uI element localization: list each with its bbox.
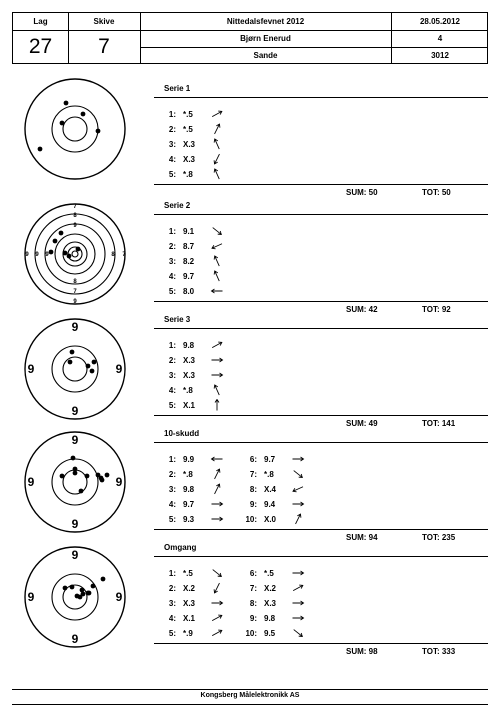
shot-value: X.1 <box>183 401 196 410</box>
target-ring-label: 9 <box>115 475 123 489</box>
arrow-icon <box>210 498 224 510</box>
arrow-icon <box>210 468 224 480</box>
target-diagram <box>20 427 130 537</box>
shot-number: 1: <box>168 569 176 578</box>
target-ring <box>45 224 105 284</box>
shot-number: 1: <box>168 341 176 350</box>
shot-number: 5: <box>168 170 176 179</box>
shot-number: 9: <box>249 500 257 509</box>
header-table <box>12 12 488 64</box>
target-diagram <box>20 199 130 309</box>
arrow-icon <box>291 453 305 465</box>
shot-hole <box>60 474 65 479</box>
series-title-rule <box>154 97 488 98</box>
series-sum-rule <box>154 643 488 644</box>
target-ring-label: 7 <box>122 252 126 258</box>
arrow-icon <box>291 597 305 609</box>
shot-value: *.5 <box>183 569 193 578</box>
shot-value: *.5 <box>183 125 193 134</box>
shot-number: 9: <box>249 614 257 623</box>
shot-hole <box>79 489 84 494</box>
shot-value: *.8 <box>183 170 193 179</box>
target-ring-label: 9 <box>71 517 79 531</box>
shot-value: 9.8 <box>183 485 195 494</box>
shot-number: 2: <box>168 242 176 251</box>
shot-number: 10: <box>245 629 257 638</box>
target-ring-label: 9 <box>71 548 79 562</box>
shooter-id: 3012 <box>431 51 449 60</box>
shot-value: X.3 <box>183 140 196 149</box>
shot-value: X.3 <box>183 599 196 608</box>
series-title-rule <box>154 214 488 215</box>
shot-value: X.1 <box>183 614 196 623</box>
series-total: TOT: 50 <box>422 188 451 197</box>
shot-number: 5: <box>168 629 176 638</box>
arrow-icon <box>210 285 224 297</box>
series-title: Serie 1 <box>164 84 191 93</box>
target-ring-label: 9 <box>115 590 123 604</box>
shot-number: 2: <box>168 584 176 593</box>
shot-value: 9.9 <box>183 455 195 464</box>
arrow-icon <box>210 339 224 351</box>
shot-number: 4: <box>168 272 176 281</box>
target-ring <box>63 357 87 381</box>
arrow-icon <box>210 153 224 165</box>
arrow-icon <box>291 498 305 510</box>
target-ring-label: 9 <box>115 362 123 376</box>
shot-number: 4: <box>168 500 176 509</box>
shot-number: 3: <box>168 257 176 266</box>
shot-hole <box>59 231 64 236</box>
shot-number: 5: <box>168 287 176 296</box>
series-sum-rule <box>154 184 488 185</box>
shot-hole <box>80 588 85 593</box>
arrow-icon <box>210 567 224 579</box>
series-sum-rule <box>154 415 488 416</box>
arrow-icon <box>291 612 305 624</box>
target-ring <box>55 234 95 274</box>
shot-hole <box>86 364 91 369</box>
shot-number: 7: <box>249 584 257 593</box>
shot-number: 2: <box>168 470 176 479</box>
target-ring-label: 8 <box>73 213 77 219</box>
arrow-icon <box>210 483 224 495</box>
shot-number: 5: <box>168 401 176 410</box>
series-sum: SUM: 50 <box>346 188 378 197</box>
shot-value: X.2 <box>183 584 196 593</box>
shot-hole <box>87 591 92 596</box>
shot-value: 9.8 <box>183 341 195 350</box>
arrow-icon <box>210 108 224 120</box>
arrow-icon <box>210 627 224 639</box>
shot-number: 3: <box>168 371 176 380</box>
arrow-icon <box>210 369 224 381</box>
shot-value: 9.3 <box>183 515 195 524</box>
target-ring-label: 9 <box>35 252 39 258</box>
series-sum: SUM: 49 <box>346 419 378 428</box>
shot-number: 4: <box>168 155 176 164</box>
shot-value: *.5 <box>264 569 274 578</box>
shot-value: *.9 <box>183 629 193 638</box>
shot-hole <box>70 350 75 355</box>
shot-value: *.8 <box>183 386 193 395</box>
target-ring-label: 9 <box>71 320 79 334</box>
shot-number: 3: <box>168 599 176 608</box>
shot-hole <box>49 250 54 255</box>
arrow-icon <box>291 627 305 639</box>
shot-hole <box>38 147 43 152</box>
shot-number: 7: <box>249 470 257 479</box>
series-title: Omgang <box>164 543 197 552</box>
arrow-icon <box>210 597 224 609</box>
target-ring-label: 9 <box>27 362 35 376</box>
footer-rule-bottom <box>12 704 488 705</box>
shot-value: 9.8 <box>264 614 276 623</box>
lag-label: Lag <box>33 17 48 26</box>
arrow-icon <box>210 123 224 135</box>
target-ring-label: 8 <box>111 252 115 258</box>
event-name: Nittedalsfevnet 2012 <box>226 17 305 26</box>
shot-value: X.3 <box>264 599 277 608</box>
shot-value: *.8 <box>183 470 193 479</box>
shot-value: 9.7 <box>264 455 276 464</box>
arrow-icon <box>291 513 305 525</box>
shot-number: 3: <box>168 485 176 494</box>
series-sum: SUM: 94 <box>346 533 378 542</box>
shot-number: 4: <box>168 386 176 395</box>
shot-hole <box>70 585 75 590</box>
target-ring <box>52 459 98 505</box>
shot-hole <box>75 594 80 599</box>
shot-hole <box>101 577 106 582</box>
target-ring-label: 9 <box>73 223 77 229</box>
shot-number: 6: <box>249 569 257 578</box>
shot-value: 8.2 <box>183 257 195 266</box>
arrow-icon <box>210 354 224 366</box>
shot-value: X.2 <box>264 584 277 593</box>
shot-hole <box>90 369 95 374</box>
shot-hole <box>71 456 76 461</box>
shot-number: 4: <box>168 614 176 623</box>
shot-number: 1: <box>168 110 176 119</box>
target-diagram <box>20 542 130 652</box>
shooter-name: Bjørn Enerud <box>240 34 291 43</box>
arrow-icon <box>291 468 305 480</box>
series-title-rule <box>154 556 488 557</box>
target-ring-label: 8 <box>73 279 77 285</box>
shot-value: 9.7 <box>183 272 195 281</box>
shot-value: 8.7 <box>183 242 195 251</box>
event-date: 28.05.2012 <box>419 17 461 26</box>
series-sum: SUM: 98 <box>346 647 378 656</box>
target-diagram <box>20 314 130 424</box>
shot-hole <box>53 239 58 244</box>
target-ring <box>52 106 98 152</box>
shot-hole <box>68 360 73 365</box>
arrow-icon <box>210 384 224 396</box>
target-ring <box>63 117 87 141</box>
shot-hole <box>76 247 81 252</box>
skive-label: Skive <box>93 17 115 26</box>
shot-number: 2: <box>168 356 176 365</box>
series-sum-rule <box>154 301 488 302</box>
target-ring-label: 9 <box>71 632 79 646</box>
target-ring-label: 9 <box>71 433 79 447</box>
shot-number: 5: <box>168 515 176 524</box>
footer-text: Kongsberg Målelektronikk AS <box>200 692 300 699</box>
shot-hole <box>67 254 72 259</box>
target-ring-label: 9 <box>27 475 35 489</box>
arrow-icon <box>210 582 224 594</box>
arrow-icon <box>210 225 224 237</box>
shot-hole <box>105 473 110 478</box>
shot-hole <box>64 101 69 106</box>
series-title: Serie 2 <box>164 201 191 210</box>
shot-number: 3: <box>168 140 176 149</box>
series-total: TOT: 141 <box>422 419 456 428</box>
shot-value: X.3 <box>183 356 196 365</box>
target-ring-label: 7 <box>73 289 77 295</box>
shot-value: 9.5 <box>264 629 276 638</box>
arrow-icon <box>210 240 224 252</box>
shot-value: 9.4 <box>264 500 276 509</box>
shot-number: 1: <box>168 455 176 464</box>
lag-value: 27 <box>28 35 53 58</box>
shot-value: *.8 <box>264 470 274 479</box>
shot-value: X.3 <box>183 371 196 380</box>
shot-value: X.3 <box>183 155 196 164</box>
shot-number: 10: <box>245 515 257 524</box>
target-ring <box>25 79 125 179</box>
target-ring-label: 9 <box>71 404 79 418</box>
shot-value: *.5 <box>183 110 193 119</box>
shot-hole <box>73 467 78 472</box>
arrow-icon <box>210 453 224 465</box>
target-ring-label: 9 <box>27 590 35 604</box>
shot-hole <box>60 121 65 126</box>
series-sum: SUM: 42 <box>346 305 378 314</box>
target-ring-label: 9 <box>73 299 77 305</box>
arrow-icon <box>210 255 224 267</box>
target-ring <box>72 251 78 257</box>
club-name: Sande <box>253 51 278 60</box>
shooter-class: 4 <box>437 34 443 43</box>
footer-rule-top <box>12 689 488 690</box>
shot-value: 9.7 <box>183 500 195 509</box>
arrow-icon <box>210 168 224 180</box>
shot-value: X.4 <box>264 485 277 494</box>
arrow-icon <box>291 582 305 594</box>
series-title: Serie 3 <box>164 315 191 324</box>
shot-hole <box>63 251 68 256</box>
arrow-icon <box>210 270 224 282</box>
series-title: 10-skudd <box>164 429 200 438</box>
arrow-icon <box>291 567 305 579</box>
shot-number: 1: <box>168 227 176 236</box>
series-total: TOT: 92 <box>422 305 451 314</box>
arrow-icon <box>291 483 305 495</box>
target-diagram <box>20 74 130 184</box>
shot-hole <box>85 474 90 479</box>
target-ring-label: 9 <box>25 252 29 258</box>
shot-hole <box>63 586 68 591</box>
skive-value: 7 <box>98 35 110 58</box>
shot-hole <box>96 129 101 134</box>
shot-value: 8.0 <box>183 287 195 296</box>
shot-hole <box>91 584 96 589</box>
arrow-icon <box>210 513 224 525</box>
target-ring-label: 9 <box>45 252 49 258</box>
shot-value: X.0 <box>264 515 277 524</box>
target-ring-label: 7 <box>73 204 77 210</box>
shot-value: 9.1 <box>183 227 195 236</box>
shot-hole <box>99 476 104 481</box>
arrow-icon <box>210 399 224 411</box>
shot-number: 8: <box>249 485 257 494</box>
series-title-rule <box>154 328 488 329</box>
shot-number: 2: <box>168 125 176 134</box>
series-total: TOT: 235 <box>422 533 456 542</box>
shot-number: 6: <box>249 455 257 464</box>
series-title-rule <box>154 442 488 443</box>
series-sum-rule <box>154 529 488 530</box>
shot-hole <box>81 112 86 117</box>
shot-hole <box>92 360 97 365</box>
arrow-icon <box>210 612 224 624</box>
series-total: TOT: 333 <box>422 647 456 656</box>
arrow-icon <box>210 138 224 150</box>
shot-number: 8: <box>249 599 257 608</box>
